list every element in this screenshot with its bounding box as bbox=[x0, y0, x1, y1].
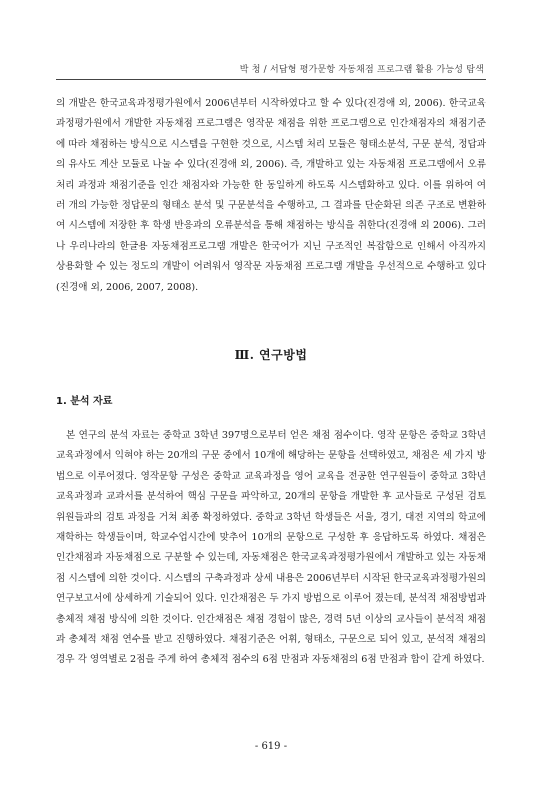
body-paragraph-1: 의 개발은 한국교육과정평가원에서 2006년부터 시작하였다고 할 수 있다(진경애 외, 2006). 한국교육과정평가원에서 개발한 자동채점 프로그램은 영작문 채점을 위한 프로그램으로 인간채점자의 채점기준에 따라 채점하는 방식으로 시스템을 구현한 것으로, 시스템 처리 모듈은 형태소분석, 구문 분석, 정답과의 유사도 계산 모듈로 나눌 수 있다(진경애 외, 2006). 즉, 개발하고 있는 자동채점 프로그램에서 오류 처리 과정과 채점기준을 인간 채점자와 가능한 한 동일하게 하도록 시스템화하고 있다. 이를 위하여 여러 개의 가능한 정답문의 형태소 분석 및 구문분석을 수행하고, 그 결과를 단순화된 의존 구조로 변환하여 시스템에 저장한 후 학생 반응과의 오류분석을 통해 채점하는 방식을 취한다(진경애 외 2006). 그러나 우리나라의 한글용 자동채점프로그램 개발은 한국어가 지닌 구조적인 복잡함으로 인해서 아직까지 상용화할 수 있는 정도의 개발이 어려워서 영작문 자동채점 프로그램 개발을 우선적으로 수행하고 있다(진경애 외, 2006, 2007, 2008). bbox=[56, 98, 486, 293]
body-paragraph-2: 본 연구의 분석 자료는 중학교 3학년 397명으로부터 얻은 채점 점수이다. 영작 문항은 중학교 3학년 교육과정에서 익혀야 하는 20개의 구문 중에서 10개에 해당하는 문항을 선택하였고, 채점은 세 가지 방법으로 이루어졌다. 영작문항 구성은 중학교 교육과정을 영어 교육을 전공한 연구원들이 중학교 3학년 교육과정과 교과서를 분석하여 핵심 구문을 파악하고, 20개의 문항을 개발한 후 교사들로 구성된 검토위원들과의 검토 과정을 거쳐 최종 확정하였다. 중학교 3학년 학생들은 서울, 경기, 대전 지역의 학교에 재학하는 학생들이며, 학교수업시간에 맞추어 10개의 문항으로 구성한 후 응답하도록 하였다. 채점은 인간채점과 자동채점으로 구분할 수 있는데, 자동채점은 한국교육과정평가원에서 개발하고 있는 자동채점 시스템에 의한 것이다. 시스템의 구축과정과 상세 내용은 2006년부터 시작된 한국교육과정평가원의 연구보고서에 상세하게 기술되어 있다. 인간채점은 두 가지 방법으로 이루어 졌는데, 분석적 채점방법과 총체적 채점 방식에 의한 것이다. 인간채점은 채점 경험이 많은, 경력 5년 이상의 교사들이 분석적 채점과 총체적 채점 연수를 받고 진행하였다. 채점기준은 어휘, 형태소, 구문으로 되어 있고, 분석적 채점의 경우 각 영역별로 2점을 주게 하여 총체적 점수의 6점 만점과 자동채점의 6점 만점과 합이 같게 하였다. bbox=[56, 430, 486, 666]
running-header: 박 청 / 서답형 평가문항 자동채점 프로그램 활용 가능성 탐색 bbox=[239, 65, 484, 75]
section-title: Ⅲ. 연구방법 bbox=[234, 348, 308, 362]
page-number: - 619 - bbox=[254, 741, 288, 752]
subsection-title: 1. 분석 자료 bbox=[56, 396, 113, 407]
header-divider bbox=[56, 79, 486, 80]
